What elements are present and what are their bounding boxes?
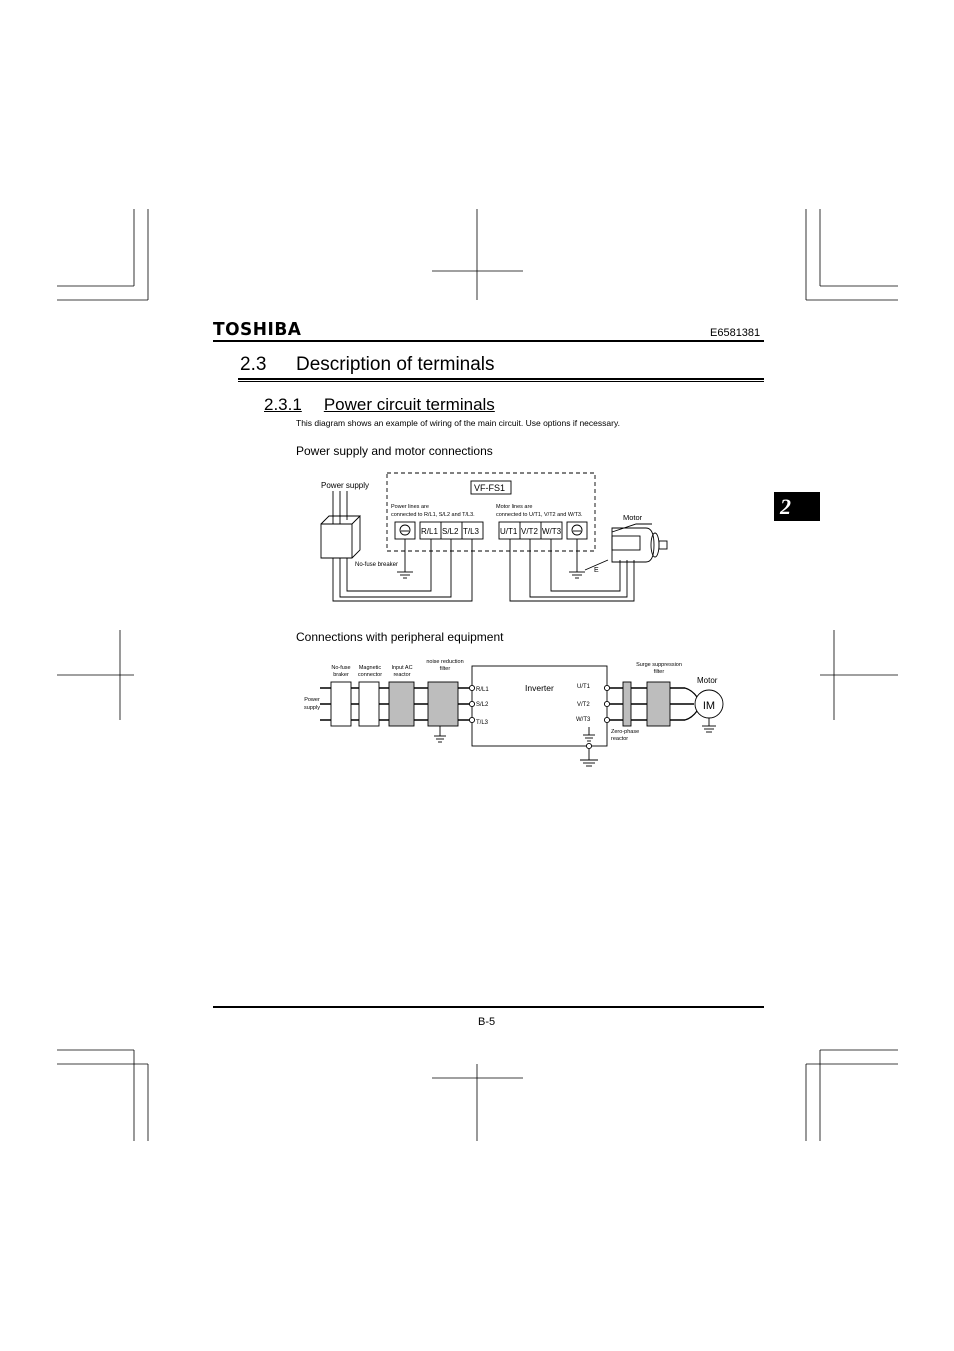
surge-label-1: Surge suppression: [636, 662, 682, 668]
inverter-label: Inverter: [525, 683, 554, 693]
motor-lines-note-2: connected to U/T1, V/T2 and W/T3.: [496, 512, 583, 518]
intro-text: This diagram shows an example of wiring of the main circuit. Use options if necessary.: [296, 418, 620, 428]
noise-filter-box: [428, 682, 458, 726]
section-number: 2.3: [240, 354, 267, 375]
contactor-label-2: connector: [357, 672, 383, 678]
motor-lines-note-1: Motor lines are: [496, 504, 533, 510]
contactor-label-1: Magnetic: [358, 665, 382, 671]
contactor-box: [359, 682, 379, 726]
inv-terminal-r-l1: R/L1: [476, 687, 489, 693]
section-rule-thick: [238, 378, 764, 380]
toshiba-logo: TOSHIBA: [213, 319, 302, 341]
terminal-w-t3: W/T3: [542, 527, 562, 536]
terminal-t-l3: T/L3: [463, 527, 480, 536]
peripheral-diagram: [298, 655, 728, 775]
inv-terminal-w-t3: W/T3: [576, 717, 591, 723]
power-supply-label-1: Power: [304, 697, 320, 703]
breaker-label: No-fuse breaker: [355, 562, 399, 568]
breaker-box: [331, 682, 351, 726]
subsection-title: Power circuit terminals: [323, 395, 495, 414]
model-label: VF-FS1: [474, 483, 506, 493]
header-rule: [213, 340, 764, 342]
document-number: E6581381: [710, 327, 761, 339]
surge-label-2: filter: [653, 669, 665, 675]
subsection-number: 2.3.1: [264, 395, 302, 414]
power-lines-note-1: Power lines are: [391, 504, 429, 510]
inv-terminal-u-t1: U/T1: [577, 684, 591, 690]
page-number: B-5: [478, 1016, 496, 1028]
power-lines-note-2: connected to R/L1, S/L2 and T/L3.: [391, 512, 475, 518]
diagram2-caption: Connections with peripheral equipment: [296, 630, 504, 644]
ground-label: E: [594, 567, 599, 574]
motor-terminal-box: [612, 536, 640, 550]
motor-body: [612, 528, 654, 562]
inv-terminal-s-l2: S/L2: [476, 702, 489, 708]
section-rule-thin: [238, 381, 764, 382]
chapter-tab: 2: [774, 492, 820, 521]
filter-label-1: noise reduction: [426, 659, 464, 665]
inv-terminal-t-l3: T/L3: [476, 720, 489, 726]
input-ground-terminal: [395, 522, 415, 539]
surge-filter-box: [647, 682, 670, 726]
motor-symbol: IM: [702, 700, 716, 712]
footer-rule: [213, 1006, 764, 1008]
breaker-box: [321, 516, 360, 558]
zero-phase-label-1: Zero-phase: [611, 729, 640, 735]
terminal-v-t2: V/T2: [521, 527, 538, 536]
filter-label-2: filter: [439, 666, 451, 672]
reactor-label-1: Input AC: [391, 665, 413, 671]
terminal-u-t1: U/T1: [500, 527, 518, 536]
output-ground-terminal: [567, 522, 587, 539]
zero-phase-label-2: reactor: [611, 736, 629, 742]
breaker-label-2: braker: [333, 672, 349, 678]
motor-label: Motor: [697, 676, 718, 685]
zero-phase-reactor: [623, 682, 631, 726]
reactor-label-2: reactor: [393, 672, 411, 678]
terminal-r-l1: R/L1: [421, 527, 438, 536]
subsection-heading: [264, 395, 495, 415]
inv-terminal-v-t2: V/T2: [577, 702, 590, 708]
motor-label: Motor: [623, 513, 643, 522]
power-connection-diagram: [310, 468, 680, 608]
diagram1-caption: Power supply and motor connections: [296, 444, 493, 458]
power-supply-label-2: supply: [304, 705, 320, 711]
reactor-box: [389, 682, 414, 726]
section-title: Description of terminals: [296, 354, 495, 375]
power-supply-label: Power supply: [321, 481, 370, 490]
breaker-label-1: No-fuse: [331, 665, 351, 671]
terminal-s-l2: S/L2: [442, 527, 459, 536]
